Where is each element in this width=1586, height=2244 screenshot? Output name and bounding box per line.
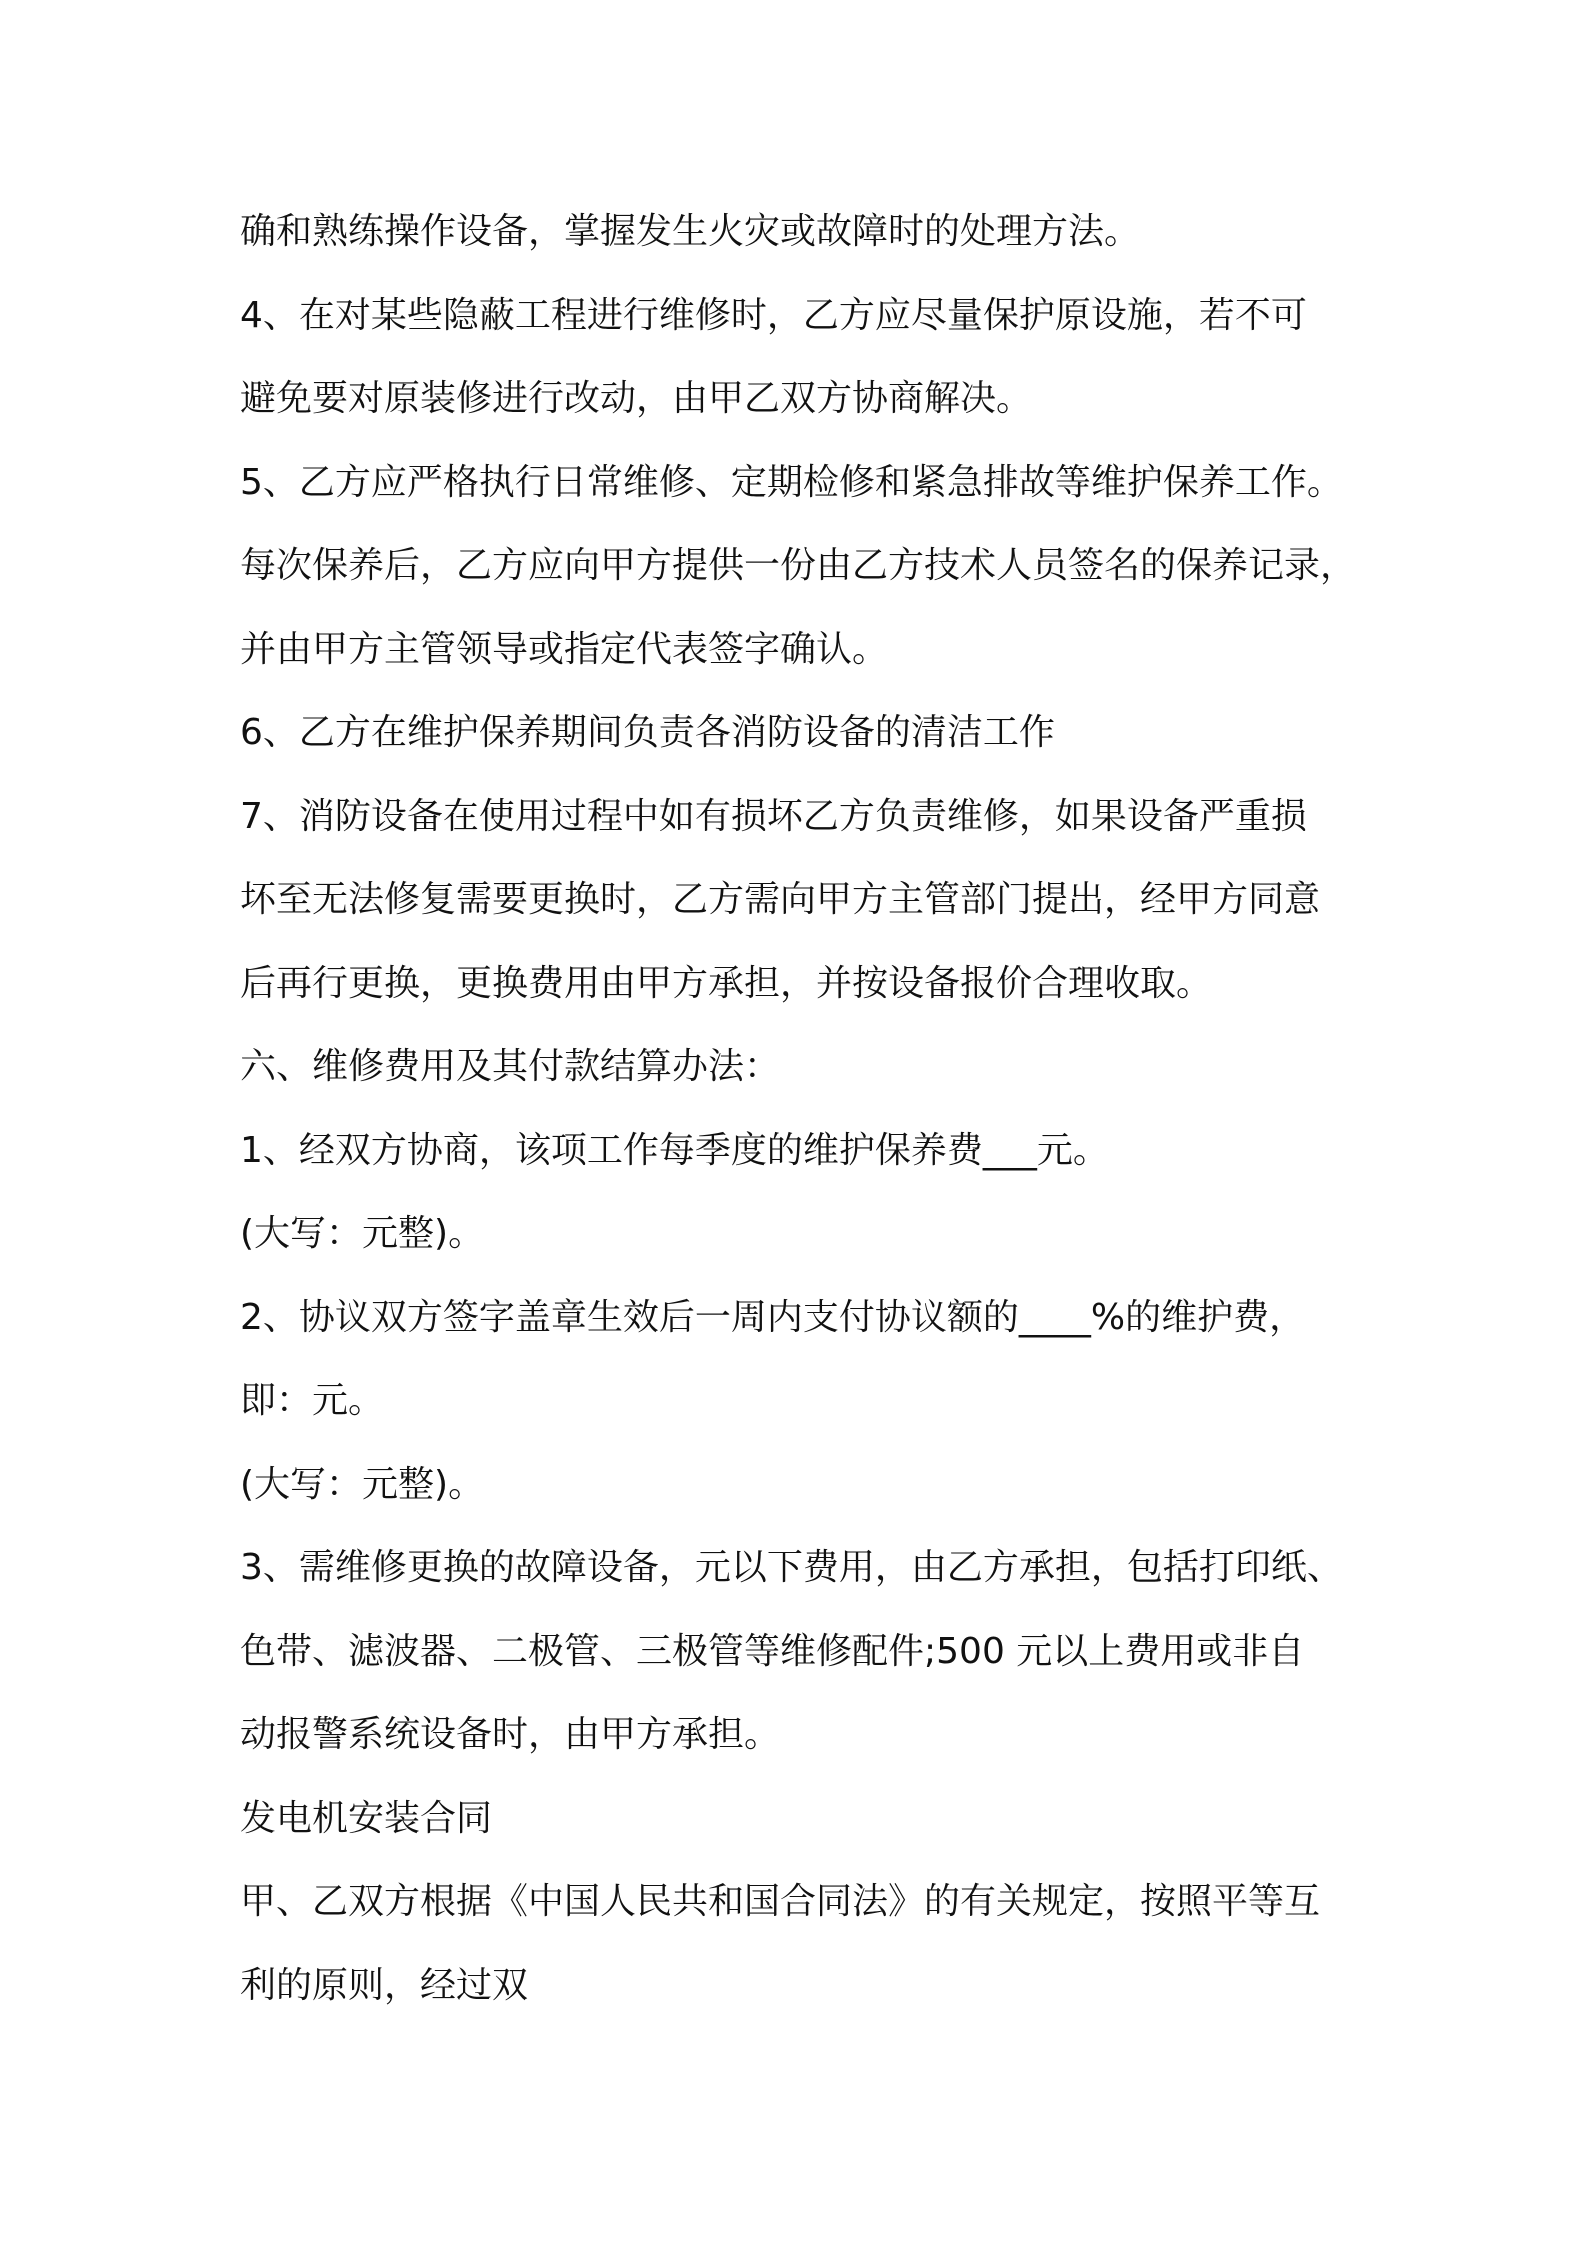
text-line: 2、协议双方签字盖章生效后一周内支付协议额的____%的维护费， bbox=[240, 1296, 1306, 1338]
text-line: 坏至无法修复需要更换时，乙方需向甲方主管部门提出，经甲方同意 bbox=[240, 879, 1321, 920]
text-line: 确和熟练操作设备，掌握发生火灾或故障时的处理方法。 bbox=[240, 211, 1141, 252]
text-line: 动报警系统设备时，由甲方承担。 bbox=[240, 1714, 781, 1755]
text-line: 3、需维修更换的故障设备，元以下费用，由乙方承担，包括打印纸、 bbox=[240, 1547, 1343, 1588]
text-line: 后再行更换，更换费用由甲方承担，并按设备报价合理收取。 bbox=[240, 962, 1213, 1004]
section-heading: 六、维修费用及其付款结算办法： bbox=[240, 1046, 781, 1087]
text-line: 即：元。 bbox=[240, 1380, 385, 1421]
text-line: 色带、滤波器、二极管、三极管等维修配件;500 元以上费用或非自 bbox=[240, 1630, 1305, 1672]
text-line: 4、在对某些隐蔽工程进行维修时，乙方应尽量保护原设施，若不可 bbox=[240, 294, 1307, 336]
text-line: 1、经双方协商，该项工作每季度的维护保养费___元。 bbox=[240, 1129, 1109, 1171]
text-line: 利的原则，经过双 bbox=[240, 1964, 529, 2006]
text-line: 7、消防设备在使用过程中如有损坏乙方负责维修，如果设备严重损 bbox=[240, 795, 1307, 837]
text-line: (大写：元整)。 bbox=[240, 1213, 485, 1254]
text-line: 并由甲方主管领导或指定代表签字确认。 bbox=[240, 628, 889, 670]
contract-title: 发电机安装合同 bbox=[240, 1797, 493, 1839]
text-line: 6、乙方在维护保养期间负责各消防设备的清洁工作 bbox=[240, 712, 1055, 753]
document-body bbox=[240, 190, 1380, 2027]
text-line: 避免要对原装修进行改动，由甲乙双方协商解决。 bbox=[240, 378, 1033, 419]
text-line: (大写：元整)。 bbox=[240, 1463, 485, 1505]
text-line: 每次保养后，乙方应向甲方提供一份由乙方技术人员签名的保养记录， bbox=[240, 545, 1357, 586]
text-line: 甲、乙双方根据《中国人民共和国合同法》的有关规定，按照平等互 bbox=[240, 1881, 1321, 1922]
text-line: 5、乙方应严格执行日常维修、定期检修和紧急排故等维护保养工作。 bbox=[240, 461, 1343, 503]
